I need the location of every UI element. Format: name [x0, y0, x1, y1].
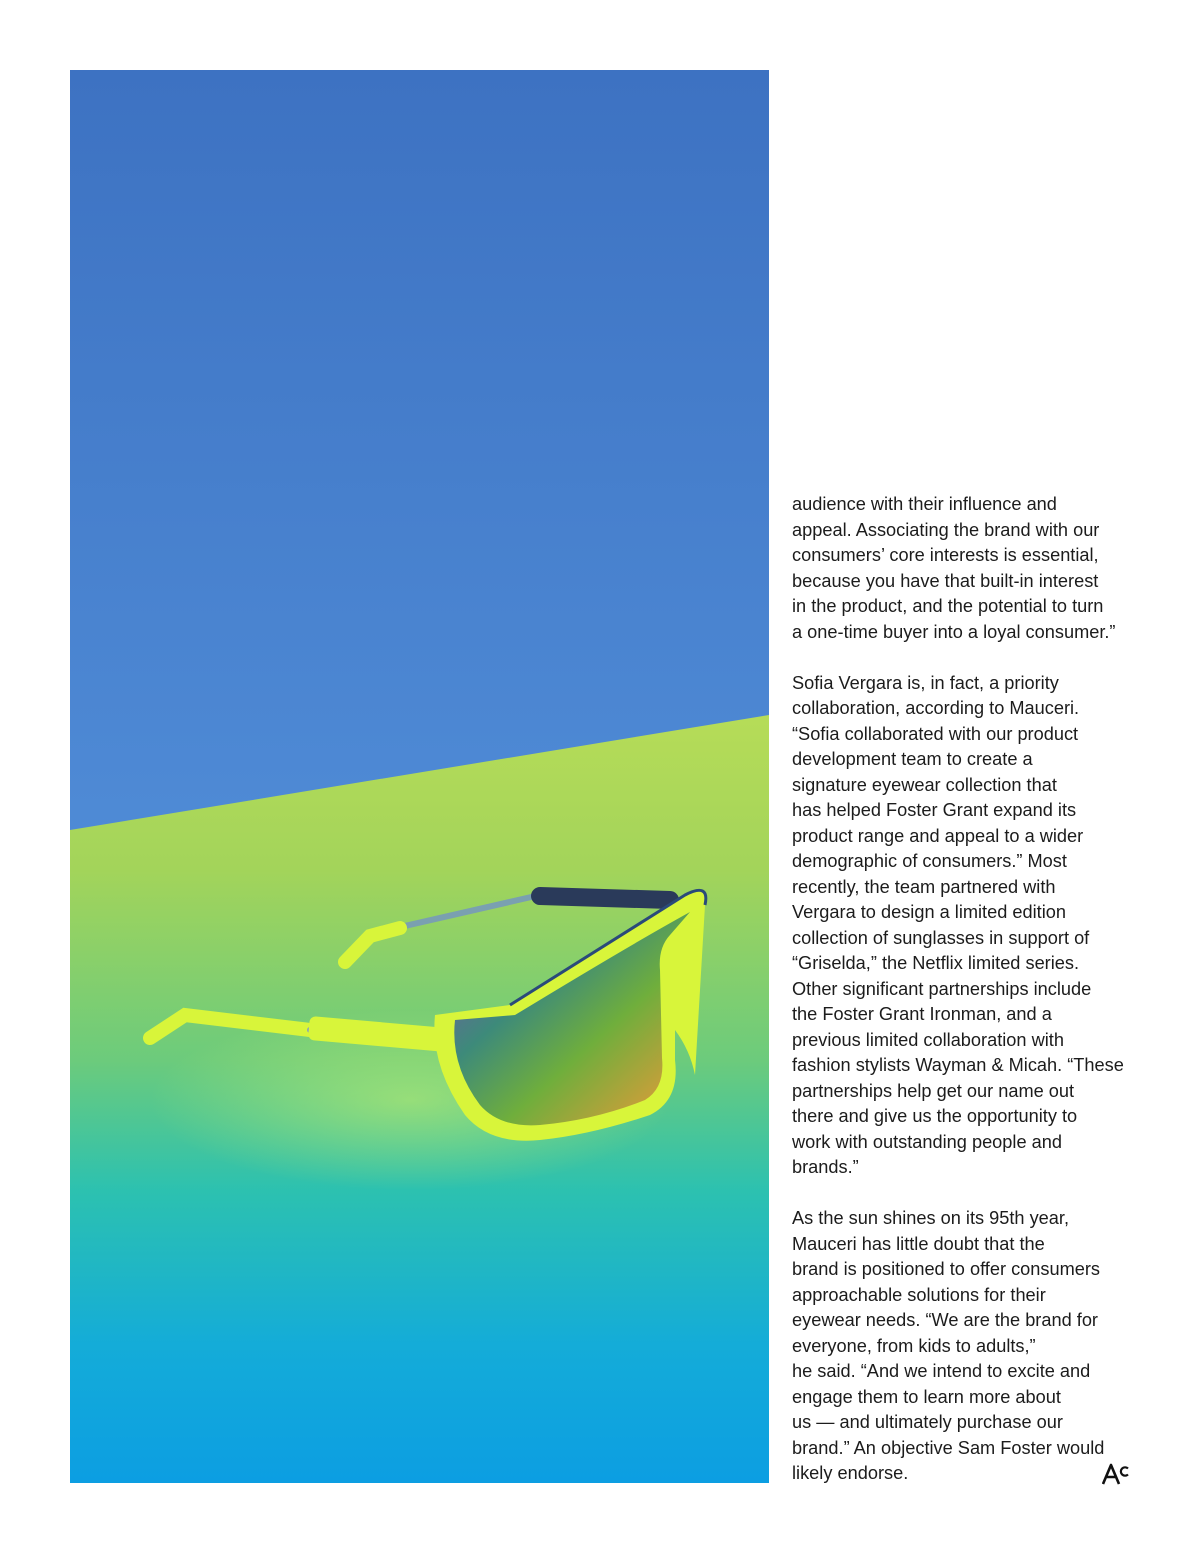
article-paragraph-3 — [792, 1206, 1152, 1487]
text-line: signature eyewear collection that — [792, 774, 1057, 795]
text-line: brand is positioned to offer consumers — [792, 1259, 1101, 1279]
text-line: the Foster Grant Ironman, and a — [792, 1004, 1052, 1024]
text-line: collection of sunglasses in support of — [792, 927, 1090, 948]
text-line: eyewear needs. “We are the brand for — [792, 1310, 1098, 1330]
sunglasses-photo — [70, 70, 769, 1483]
text-line: product range and appeal to a wider — [792, 825, 1084, 846]
text-line: Vergara to design a limited edition — [792, 902, 1066, 922]
text-line: Mauceri has little doubt that the — [792, 1233, 1045, 1254]
text-line: partnerships help get our name out — [792, 1080, 1075, 1101]
text-line: recently, the team partnered with — [792, 876, 1056, 897]
text-line: there and give us the opportunity to — [792, 1106, 1078, 1126]
text-line: engage them to learn more about — [792, 1386, 1061, 1407]
article-paragraph-1 — [792, 492, 1152, 645]
end-mark-logo — [1102, 1462, 1130, 1486]
text-line: As the sun shines on its 95th year, — [792, 1208, 1070, 1228]
text-line: likely endorse. — [792, 1463, 909, 1483]
text-line: Other significant partnerships include — [792, 978, 1092, 999]
article-body — [792, 492, 1152, 1487]
text-line: brands.” — [792, 1157, 859, 1177]
text-line: previous limited collaboration with — [792, 1029, 1064, 1050]
text-line: a one-time buyer into a loyal consumer.” — [792, 621, 1116, 642]
text-line: “Griselda,” the Netflix limited series. — [792, 953, 1080, 973]
text-line: work with outstanding people and — [792, 1131, 1062, 1152]
article-paragraph-2 — [792, 671, 1152, 1181]
text-line: “Sofia collaborated with our product — [792, 723, 1079, 744]
text-line: he said. “And we intend to excite and — [792, 1361, 1091, 1381]
text-line: fashion stylists Wayman & Micah. “These — [792, 1055, 1124, 1075]
text-line: everyone, from kids to adults,” — [792, 1335, 1036, 1356]
text-line: has helped Foster Grant expand its — [792, 800, 1077, 820]
text-line: demographic of consumers.” Most — [792, 851, 1067, 871]
text-line: approachable solutions for their — [792, 1284, 1046, 1305]
text-line: Sofia Vergara is, in fact, a priority — [792, 672, 1059, 693]
text-line: development team to create a — [792, 749, 1033, 769]
text-line: because you have that built-in interest — [792, 570, 1099, 591]
text-line: consumers’ core interests is essential, — [792, 545, 1099, 565]
text-line: appeal. Associating the brand with our — [792, 519, 1100, 540]
text-line: in the product, and the potential to turn — [792, 596, 1104, 616]
text-line: collaboration, according to Mauceri. — [792, 698, 1080, 718]
text-line: brand.” An objective Sam Foster would — [792, 1437, 1105, 1458]
text-line: us — and ultimately purchase our — [792, 1412, 1063, 1432]
text-line: audience with their influence and — [792, 494, 1057, 514]
